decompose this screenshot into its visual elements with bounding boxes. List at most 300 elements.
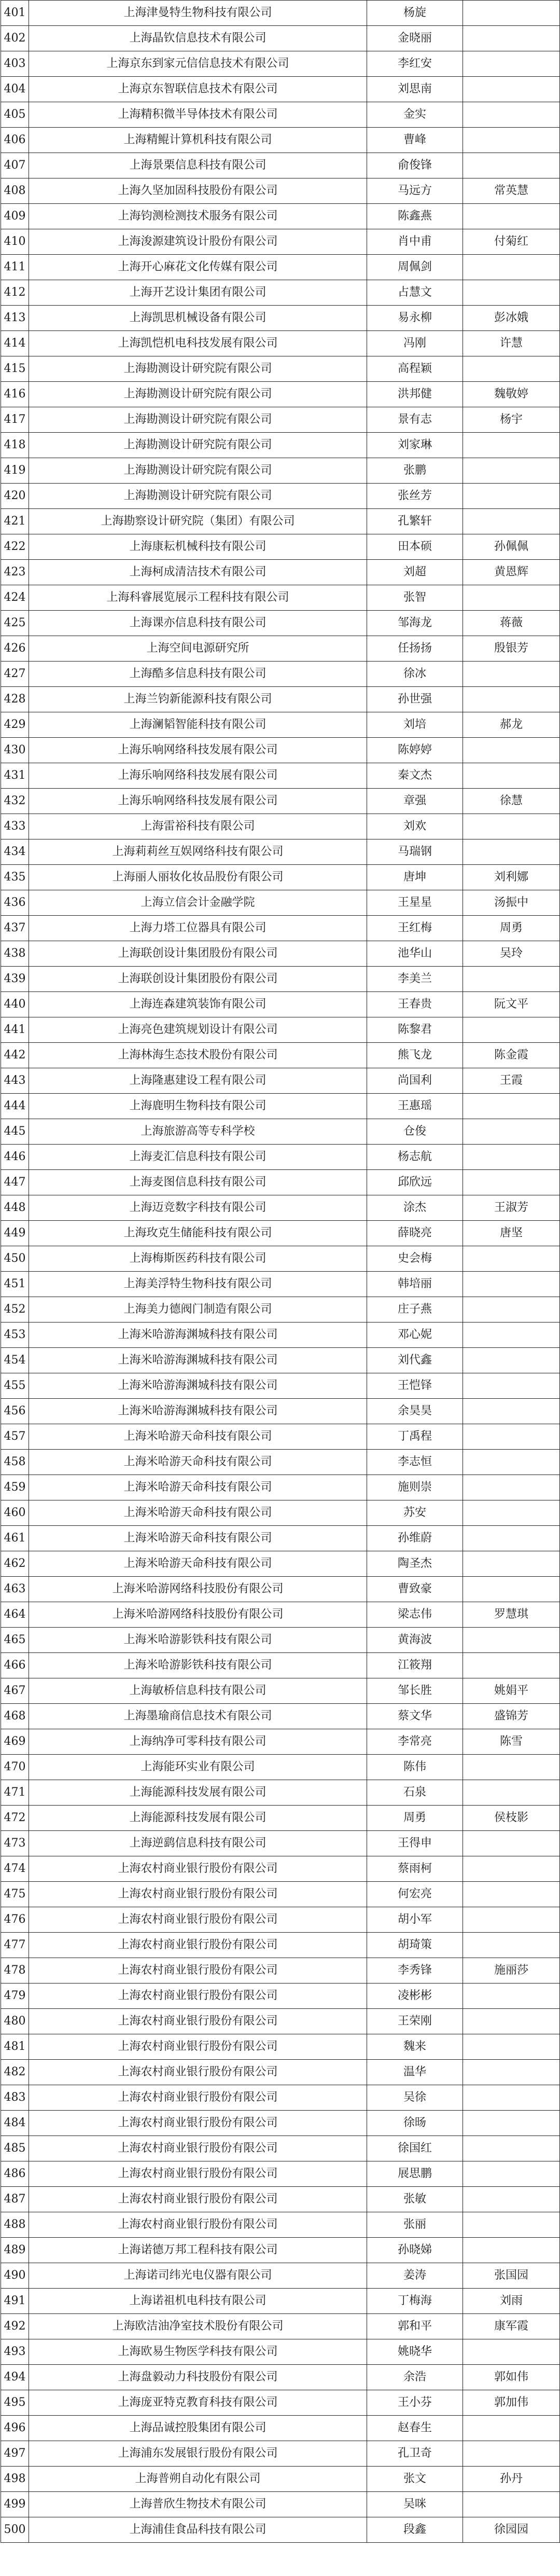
organization-cell: 上海农村商业银行股份有限公司	[29, 1933, 367, 1958]
table-row	[1, 2034, 560, 2060]
table-row	[1, 1653, 560, 1678]
table-row	[1, 1323, 560, 1348]
row-number-cell: 429	[1, 712, 29, 738]
row-number-cell: 427	[1, 662, 29, 687]
table-row	[1, 1475, 560, 1500]
secondary-name-cell: 王霞	[463, 1068, 560, 1094]
row-number-cell: 407	[1, 153, 29, 178]
row-number-cell: 436	[1, 890, 29, 916]
organization-cell: 上海凯思机械设备有限公司	[29, 306, 367, 331]
table-row	[1, 1882, 560, 1907]
secondary-name-cell	[463, 2212, 560, 2238]
secondary-name-cell: 孙丹	[463, 2467, 560, 2492]
table-row	[1, 967, 560, 992]
table-row	[1, 1678, 560, 1704]
row-number-cell: 437	[1, 916, 29, 941]
row-number-cell: 459	[1, 1475, 29, 1500]
row-number-cell: 432	[1, 789, 29, 814]
primary-name-cell: 冯刚	[367, 331, 463, 356]
primary-name-cell: 曹致豪	[367, 1577, 463, 1602]
primary-name-cell: 俞俊锋	[367, 153, 463, 178]
row-number-cell: 457	[1, 1424, 29, 1450]
primary-name-cell: 孙世强	[367, 687, 463, 712]
organization-cell: 上海课亦信息科技有限公司	[29, 611, 367, 636]
primary-name-cell: 姚晓华	[367, 2339, 463, 2365]
organization-cell: 上海联创设计集团股份有限公司	[29, 941, 367, 967]
primary-name-cell: 段鑫	[367, 2517, 463, 2543]
primary-name-cell: 王荣刚	[367, 2009, 463, 2034]
table-row	[1, 1221, 560, 1246]
secondary-name-cell	[463, 433, 560, 458]
primary-name-cell: 高程颖	[367, 356, 463, 382]
organization-cell: 上海晶钦信息技术有限公司	[29, 26, 367, 51]
organization-cell: 上海诺司纬光电仪器有限公司	[29, 2263, 367, 2289]
organization-cell: 上海酷多信息科技有限公司	[29, 662, 367, 687]
organization-cell: 上海农村商业银行股份有限公司	[29, 1856, 367, 1882]
table-row	[1, 2187, 560, 2212]
primary-name-cell: 马远方	[367, 178, 463, 204]
organization-cell: 上海欧洁油净室技术股份有限公司	[29, 2314, 367, 2339]
row-number-cell: 439	[1, 967, 29, 992]
primary-name-cell: 占慧文	[367, 280, 463, 306]
secondary-name-cell	[463, 1856, 560, 1882]
row-number-cell: 497	[1, 2441, 29, 2467]
primary-name-cell: 徐冰	[367, 662, 463, 687]
table-row	[1, 1831, 560, 1856]
primary-name-cell: 邹海龙	[367, 611, 463, 636]
secondary-name-cell	[463, 255, 560, 280]
secondary-name-cell	[463, 2060, 560, 2085]
table-row	[1, 356, 560, 382]
primary-name-cell: 黄海波	[367, 1628, 463, 1653]
table-row	[1, 839, 560, 865]
row-number-cell: 426	[1, 636, 29, 662]
primary-name-cell: 陈鑫燕	[367, 204, 463, 229]
row-number-cell: 452	[1, 1297, 29, 1323]
secondary-name-cell	[463, 1526, 560, 1551]
primary-name-cell: 刘家琳	[367, 433, 463, 458]
organization-cell: 上海庞亚特克教育科技有限公司	[29, 2390, 367, 2416]
table-row	[1, 382, 560, 407]
primary-name-cell: 周勇	[367, 1806, 463, 1831]
row-number-cell: 416	[1, 382, 29, 407]
organization-cell: 上海勘测设计研究院有限公司	[29, 433, 367, 458]
table-row	[1, 1780, 560, 1806]
organization-cell: 上海农村商业银行股份有限公司	[29, 2009, 367, 2034]
secondary-name-cell	[463, 1272, 560, 1297]
row-number-cell: 450	[1, 1246, 29, 1272]
organization-cell: 上海京东智联信息技术有限公司	[29, 77, 367, 102]
table-row	[1, 1170, 560, 1195]
table-row	[1, 534, 560, 560]
secondary-name-cell: 许慧	[463, 331, 560, 356]
organization-cell: 上海米哈游天命科技有限公司	[29, 1526, 367, 1551]
primary-name-cell: 秦文杰	[367, 763, 463, 789]
organization-cell: 上海浦佳食品科技有限公司	[29, 2517, 367, 2543]
table-row	[1, 458, 560, 484]
secondary-name-cell: 盛锦芳	[463, 1704, 560, 1729]
secondary-name-cell	[463, 2492, 560, 2517]
secondary-name-cell: 黄恩辉	[463, 560, 560, 585]
primary-name-cell: 曹峰	[367, 128, 463, 153]
row-number-cell: 477	[1, 1933, 29, 1958]
secondary-name-cell	[463, 2111, 560, 2136]
primary-name-cell: 施则崇	[367, 1475, 463, 1500]
organization-cell: 上海米哈游天命科技有限公司	[29, 1551, 367, 1577]
primary-name-cell: 胡琦策	[367, 1933, 463, 1958]
row-number-cell: 402	[1, 26, 29, 51]
table-row	[1, 1907, 560, 1933]
secondary-name-cell: 吴玲	[463, 941, 560, 967]
organization-cell: 上海开心麻花文化传媒有限公司	[29, 255, 367, 280]
table-row	[1, 2136, 560, 2161]
row-number-cell: 478	[1, 1958, 29, 1983]
table-row	[1, 178, 560, 204]
row-number-cell: 462	[1, 1551, 29, 1577]
organization-cell: 上海米哈游海渊城科技有限公司	[29, 1399, 367, 1424]
row-number-cell: 425	[1, 611, 29, 636]
primary-name-cell: 孙晓娣	[367, 2238, 463, 2263]
organization-cell: 上海雷裕科技有限公司	[29, 814, 367, 839]
organization-cell: 上海浚源建筑设计股份有限公司	[29, 229, 367, 255]
roster-table	[1, 0, 560, 2543]
table-row	[1, 2238, 560, 2263]
secondary-name-cell	[463, 1882, 560, 1907]
row-number-cell: 434	[1, 839, 29, 865]
primary-name-cell: 王得申	[367, 1831, 463, 1856]
secondary-name-cell	[463, 839, 560, 865]
row-number-cell: 406	[1, 128, 29, 153]
primary-name-cell: 丁禹程	[367, 1424, 463, 1450]
primary-name-cell: 任扬扬	[367, 636, 463, 662]
row-number-cell: 445	[1, 1119, 29, 1145]
organization-cell: 上海勘察设计研究院（集团）有限公司	[29, 509, 367, 534]
primary-name-cell: 孔卫奇	[367, 2441, 463, 2467]
secondary-name-cell: 施丽莎	[463, 1958, 560, 1983]
organization-cell: 上海米哈游影铁科技有限公司	[29, 1628, 367, 1653]
row-number-cell: 484	[1, 2111, 29, 2136]
secondary-name-cell: 殷银芳	[463, 636, 560, 662]
secondary-name-cell: 侯枝影	[463, 1806, 560, 1831]
secondary-name-cell	[463, 1094, 560, 1119]
organization-cell: 上海美力德阀门制造有限公司	[29, 1297, 367, 1323]
organization-cell: 上海农村商业银行股份有限公司	[29, 2034, 367, 2060]
secondary-name-cell	[463, 1780, 560, 1806]
primary-name-cell: 徐旸	[367, 2111, 463, 2136]
row-number-cell: 488	[1, 2212, 29, 2238]
row-number-cell: 464	[1, 1602, 29, 1628]
table-row	[1, 1628, 560, 1653]
table-row	[1, 2085, 560, 2111]
table-row	[1, 2060, 560, 2085]
secondary-name-cell: 刘利娜	[463, 865, 560, 890]
row-number-cell: 482	[1, 2060, 29, 2085]
row-number-cell: 466	[1, 1653, 29, 1678]
secondary-name-cell	[463, 763, 560, 789]
primary-name-cell: 邹长胜	[367, 1678, 463, 1704]
row-number-cell: 408	[1, 178, 29, 204]
row-number-cell: 442	[1, 1043, 29, 1068]
table-row	[1, 484, 560, 509]
primary-name-cell: 易永柳	[367, 306, 463, 331]
secondary-name-cell	[463, 458, 560, 484]
secondary-name-cell	[463, 26, 560, 51]
organization-cell: 上海兰钧新能源科技有限公司	[29, 687, 367, 712]
primary-name-cell: 胡小军	[367, 1907, 463, 1933]
table-row	[1, 1399, 560, 1424]
table-row	[1, 1958, 560, 1983]
secondary-name-cell: 罗慧琪	[463, 1602, 560, 1628]
primary-name-cell: 杨旋	[367, 1, 463, 26]
row-number-cell: 456	[1, 1399, 29, 1424]
primary-name-cell: 韩培丽	[367, 1272, 463, 1297]
table-row	[1, 2289, 560, 2314]
row-number-cell: 404	[1, 77, 29, 102]
secondary-name-cell	[463, 1628, 560, 1653]
secondary-name-cell: 汤振中	[463, 890, 560, 916]
organization-cell: 上海鹿明生物科技有限公司	[29, 1094, 367, 1119]
secondary-name-cell: 徐园园	[463, 2517, 560, 2543]
primary-name-cell: 唐坤	[367, 865, 463, 890]
primary-name-cell: 陈黎君	[367, 1017, 463, 1043]
secondary-name-cell	[463, 1475, 560, 1500]
primary-name-cell: 蔡雨柯	[367, 1856, 463, 1882]
row-number-cell: 420	[1, 484, 29, 509]
primary-name-cell: 马瑞钢	[367, 839, 463, 865]
table-row	[1, 2212, 560, 2238]
row-number-cell: 435	[1, 865, 29, 890]
organization-cell: 上海农村商业银行股份有限公司	[29, 2212, 367, 2238]
organization-cell: 上海乐响网络科技发展有限公司	[29, 763, 367, 789]
primary-name-cell: 余昊昊	[367, 1399, 463, 1424]
table-row	[1, 1602, 560, 1628]
row-number-cell: 431	[1, 763, 29, 789]
row-number-cell: 496	[1, 2416, 29, 2441]
primary-name-cell: 熊飞龙	[367, 1043, 463, 1068]
organization-cell: 上海勘测设计研究院有限公司	[29, 356, 367, 382]
primary-name-cell: 凌彬彬	[367, 1983, 463, 2009]
organization-cell: 上海科睿展览展示工程科技有限公司	[29, 585, 367, 611]
primary-name-cell: 仓俊	[367, 1119, 463, 1145]
row-number-cell: 472	[1, 1806, 29, 1831]
table-row	[1, 1526, 560, 1551]
primary-name-cell: 张鹏	[367, 458, 463, 484]
secondary-name-cell	[463, 2416, 560, 2441]
primary-name-cell: 池华山	[367, 941, 463, 967]
table-row	[1, 941, 560, 967]
row-number-cell: 500	[1, 2517, 29, 2543]
row-number-cell: 412	[1, 280, 29, 306]
organization-cell: 上海勘测设计研究院有限公司	[29, 458, 367, 484]
row-number-cell: 433	[1, 814, 29, 839]
organization-cell: 上海米哈游天命科技有限公司	[29, 1475, 367, 1500]
primary-name-cell: 刘思南	[367, 77, 463, 102]
table-row	[1, 509, 560, 534]
organization-cell: 上海澜韬智能科技有限公司	[29, 712, 367, 738]
row-number-cell: 441	[1, 1017, 29, 1043]
table-row	[1, 1806, 560, 1831]
secondary-name-cell	[463, 2339, 560, 2365]
table-row	[1, 636, 560, 662]
row-number-cell: 474	[1, 1856, 29, 1882]
secondary-name-cell	[463, 2085, 560, 2111]
secondary-name-cell	[463, 1399, 560, 1424]
primary-name-cell: 姜涛	[367, 2263, 463, 2289]
table-row	[1, 1, 560, 26]
table-row	[1, 1068, 560, 1094]
table-row	[1, 407, 560, 433]
table-row	[1, 280, 560, 306]
secondary-name-cell	[463, 51, 560, 77]
table-row	[1, 1577, 560, 1602]
secondary-name-cell: 唐坚	[463, 1221, 560, 1246]
row-number-cell: 415	[1, 356, 29, 382]
primary-name-cell: 梁志伟	[367, 1602, 463, 1628]
organization-cell: 上海麦图信息科技有限公司	[29, 1170, 367, 1195]
secondary-name-cell	[463, 1500, 560, 1526]
primary-name-cell: 史会梅	[367, 1246, 463, 1272]
table-row	[1, 1373, 560, 1399]
table-row	[1, 611, 560, 636]
secondary-name-cell	[463, 662, 560, 687]
row-number-cell: 409	[1, 204, 29, 229]
row-number-cell: 463	[1, 1577, 29, 1602]
organization-cell: 上海空间电源研究所	[29, 636, 367, 662]
secondary-name-cell	[463, 1170, 560, 1195]
primary-name-cell: 陶圣杰	[367, 1551, 463, 1577]
row-number-cell: 461	[1, 1526, 29, 1551]
primary-name-cell: 薛晓亮	[367, 1221, 463, 1246]
primary-name-cell: 李秀锋	[367, 1958, 463, 1983]
row-number-cell: 411	[1, 255, 29, 280]
secondary-name-cell: 陈金霞	[463, 1043, 560, 1068]
primary-name-cell: 王春贵	[367, 992, 463, 1017]
table-row	[1, 2009, 560, 2034]
table-row	[1, 1755, 560, 1780]
primary-name-cell: 展思鹏	[367, 2161, 463, 2187]
secondary-name-cell: 蒋薇	[463, 611, 560, 636]
secondary-name-cell: 刘雨	[463, 2289, 560, 2314]
organization-cell: 上海京东到家元信信息技术有限公司	[29, 51, 367, 77]
primary-name-cell: 江筱翔	[367, 1653, 463, 1678]
secondary-name-cell	[463, 1373, 560, 1399]
organization-cell: 上海隆惠建设工程有限公司	[29, 1068, 367, 1094]
table-row	[1, 2492, 560, 2517]
row-number-cell: 421	[1, 509, 29, 534]
table-row	[1, 1272, 560, 1297]
table-row	[1, 26, 560, 51]
secondary-name-cell	[463, 1348, 560, 1373]
secondary-name-cell	[463, 2161, 560, 2187]
primary-name-cell: 王惠瑶	[367, 1094, 463, 1119]
primary-name-cell: 田本硕	[367, 534, 463, 560]
secondary-name-cell	[463, 2238, 560, 2263]
organization-cell: 上海农村商业银行股份有限公司	[29, 1983, 367, 2009]
organization-cell: 上海盘毅动力科技股份有限公司	[29, 2365, 367, 2390]
table-row	[1, 1297, 560, 1323]
primary-name-cell: 涂杰	[367, 1195, 463, 1221]
table-row	[1, 2517, 560, 2543]
row-number-cell: 423	[1, 560, 29, 585]
secondary-name-cell	[463, 1577, 560, 1602]
row-number-cell: 424	[1, 585, 29, 611]
row-number-cell: 489	[1, 2238, 29, 2263]
organization-cell: 上海钧测检测技术服务有限公司	[29, 204, 367, 229]
primary-name-cell: 李美兰	[367, 967, 463, 992]
table-row	[1, 662, 560, 687]
primary-name-cell: 苏安	[367, 1500, 463, 1526]
organization-cell: 上海普欣生物技术有限公司	[29, 2492, 367, 2517]
table-row	[1, 992, 560, 1017]
primary-name-cell: 郭和平	[367, 2314, 463, 2339]
row-number-cell: 487	[1, 2187, 29, 2212]
row-number-cell: 444	[1, 1094, 29, 1119]
primary-name-cell: 景有志	[367, 407, 463, 433]
table-row	[1, 77, 560, 102]
secondary-name-cell: 彭冰娥	[463, 306, 560, 331]
secondary-name-cell	[463, 1831, 560, 1856]
primary-name-cell: 魏来	[367, 2034, 463, 2060]
row-number-cell: 498	[1, 2467, 29, 2492]
secondary-name-cell	[463, 1551, 560, 1577]
primary-name-cell: 王红梅	[367, 916, 463, 941]
organization-cell: 上海勘测设计研究院有限公司	[29, 407, 367, 433]
table-row	[1, 712, 560, 738]
table-row	[1, 2467, 560, 2492]
table-row	[1, 814, 560, 839]
secondary-name-cell: 魏敬婷	[463, 382, 560, 407]
primary-name-cell: 孔繁轩	[367, 509, 463, 534]
secondary-name-cell	[463, 1907, 560, 1933]
organization-cell: 上海米哈游海渊城科技有限公司	[29, 1348, 367, 1373]
primary-name-cell: 李红安	[367, 51, 463, 77]
primary-name-cell: 张丝芳	[367, 484, 463, 509]
table-row	[1, 560, 560, 585]
table-row	[1, 1145, 560, 1170]
row-number-cell: 451	[1, 1272, 29, 1297]
row-number-cell: 471	[1, 1780, 29, 1806]
secondary-name-cell	[463, 356, 560, 382]
organization-cell: 上海联创设计集团股份有限公司	[29, 967, 367, 992]
table-row	[1, 331, 560, 356]
table-row	[1, 1450, 560, 1475]
row-number-cell: 495	[1, 2390, 29, 2416]
secondary-name-cell	[463, 967, 560, 992]
secondary-name-cell	[463, 2009, 560, 2034]
row-number-cell: 401	[1, 1, 29, 26]
primary-name-cell: 李志恒	[367, 1450, 463, 1475]
secondary-name-cell: 郭如伟	[463, 2365, 560, 2390]
table-row	[1, 51, 560, 77]
organization-cell: 上海米哈游天命科技有限公司	[29, 1500, 367, 1526]
row-number-cell: 475	[1, 1882, 29, 1907]
row-number-cell: 467	[1, 1678, 29, 1704]
organization-cell: 上海能源科技发展有限公司	[29, 1806, 367, 1831]
organization-cell: 上海旅游高等专科学校	[29, 1119, 367, 1145]
row-number-cell: 493	[1, 2339, 29, 2365]
row-number-cell: 476	[1, 1907, 29, 1933]
secondary-name-cell	[463, 280, 560, 306]
secondary-name-cell: 付菊红	[463, 229, 560, 255]
organization-cell: 上海勘测设计研究院有限公司	[29, 382, 367, 407]
organization-cell: 上海能环实业有限公司	[29, 1755, 367, 1780]
row-number-cell: 473	[1, 1831, 29, 1856]
secondary-name-cell: 姚娟平	[463, 1678, 560, 1704]
secondary-name-cell	[463, 1450, 560, 1475]
secondary-name-cell	[463, 738, 560, 763]
primary-name-cell: 洪邦健	[367, 382, 463, 407]
primary-name-cell: 王小芬	[367, 2390, 463, 2416]
